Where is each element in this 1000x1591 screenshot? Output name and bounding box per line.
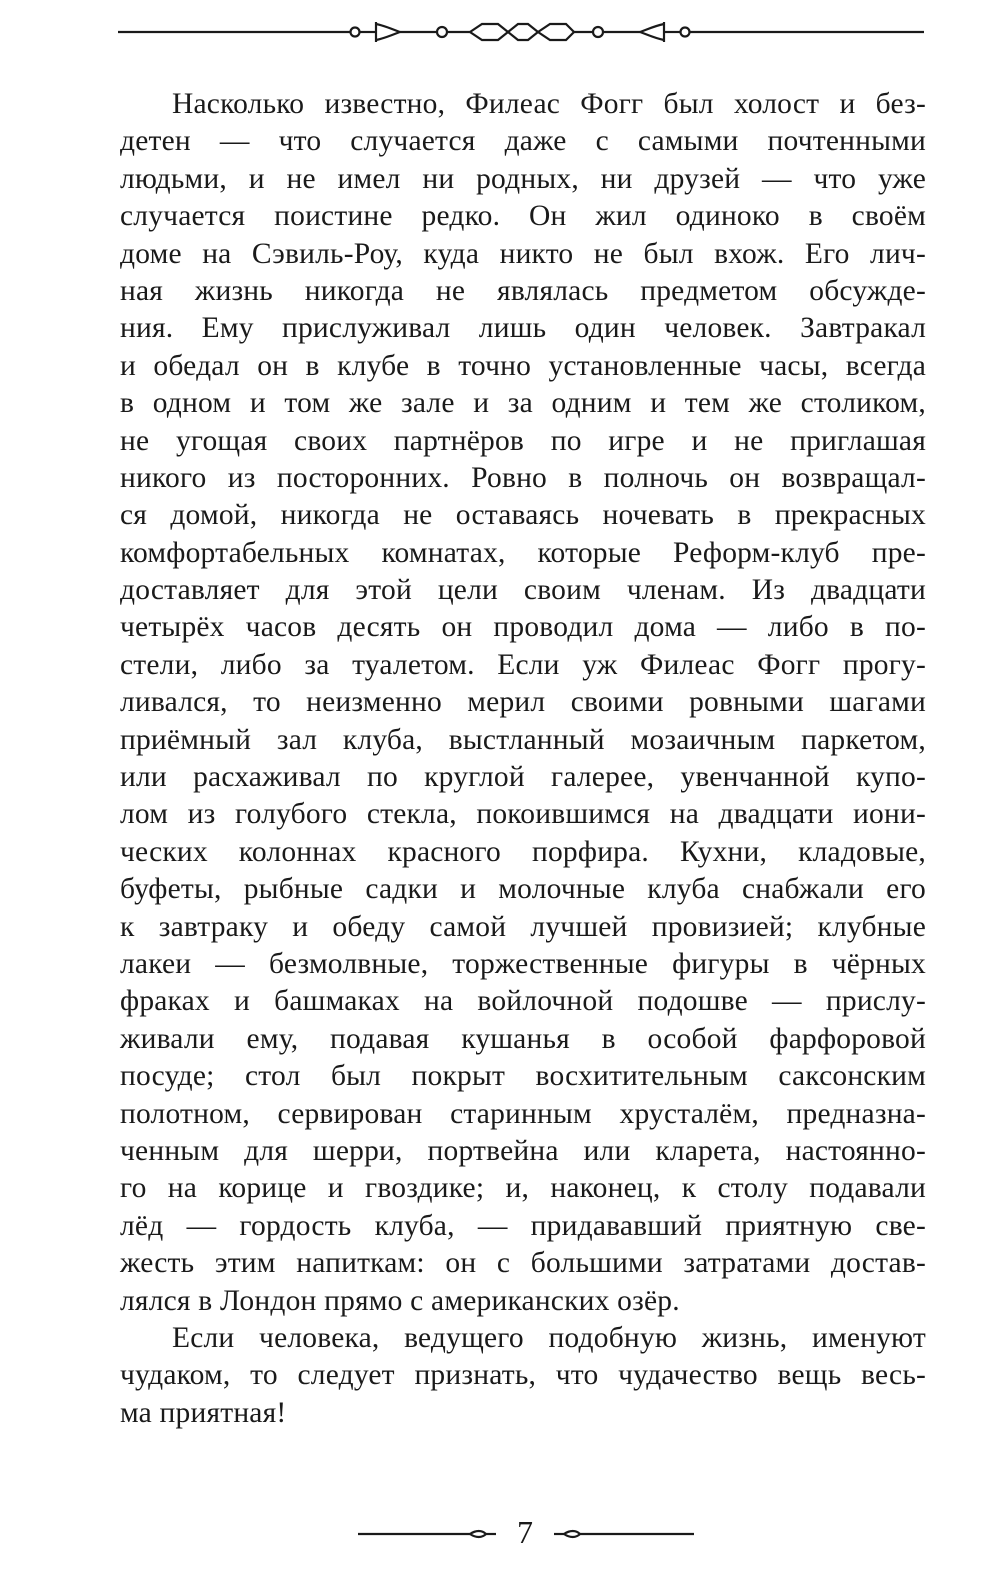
paragraph-2 [120,1320,926,1432]
text-line: фраках и башмаках на войлочной подошве — прислу- [120,985,926,1018]
text-line: или расхаживал по круглой галерее, увенчанной купо- [120,761,926,794]
text-line: ческих колоннах красного порфира. Кухни, кладовые, [120,835,926,868]
text-line: Если человека, ведущего подобную жизнь, именуют [172,1321,926,1354]
text-line: стели, либо за туалетом. Если уж Филеас Фогг прогу- [120,648,926,681]
text-line: Насколько известно, Филеас Фогг был холост и без- [172,88,926,120]
text-line: лялся в Лондон прямо с американских озёр. [120,1284,680,1317]
text-line: детен — что случается даже с самыми почтенными [120,125,926,158]
text-line: ная жизнь никогда не являлась предметом обсужде- [120,274,926,307]
text-line: посуде; стол был покрыт восхитительным саксонским [120,1060,926,1093]
text-line: ния. Ему прислуживал лишь один человек. Завтракал [120,312,926,345]
text-line: людьми, и не имел ни родных, ни друзей — что уже [120,162,926,195]
text-line: ся домой, никогда не оставаясь ночевать в прекрасных [120,499,926,532]
text-line: буфеты, рыбные садки и молочные клуба снабжали его [120,873,926,906]
paragraph-1 [120,86,926,1320]
left-flourish-icon [358,1524,498,1544]
text-line: доставляет для этой цели своим членам. Из двадцати [120,574,926,607]
text-line: чудаком, то следует признать, что чудачество вещь весь- [120,1359,926,1392]
text-line: и обедал он в клубе в точно установленные часы, всегда [120,349,926,382]
text-line: не угощая своих партнёров по игре и не приглашая [120,424,926,457]
page-footer [0,1510,1000,1560]
text-line: комфортабельных комнатах, которые Реформ-клуб пре- [120,536,926,569]
text-line: доме на Сэвиль-Роу, куда никто не был вхож. Его лич- [120,237,926,270]
text-line: четырёх часов десять он проводил дома — либо в по- [120,611,926,644]
text-line: ченным для шерри, портвейна или кларета, настоянно- [120,1134,926,1167]
text-line: го на корице и гвоздике; и, наконец, к столу подавали [120,1172,926,1205]
text-line: приёмный зал клуба, выстланный мозаичным паркетом, [120,723,926,756]
text-line: ливался, то неизменно мерил своими ровными шагами [120,686,926,719]
text-line: в одном и том же зале и за одним и тем же столиком, [120,387,926,420]
text-line: лакеи — безмолвные, торжественные фигуры в чёрных [120,947,926,980]
right-flourish-icon [552,1524,694,1544]
text-line: случается поистине редко. Он жил одиноко в своём [120,200,926,233]
text-line: жесть этим напиткам: он с большими затратами достав- [120,1247,926,1280]
main-text [120,86,926,1432]
text-line: никого из посторонних. Ровно в полночь он возвращал- [120,461,926,494]
text-line: к завтраку и обеду самой лучшей провизией; клубные [120,910,926,943]
text-line: полотном, сервирован старинным хрусталём, предназна- [120,1097,926,1130]
page-number: 7 [517,1514,533,1550]
text-line: лёд — гордость клуба, — придававший приятную све- [120,1209,926,1242]
top-flourish-divider-icon [118,14,924,50]
text-line: ма приятная! [120,1396,287,1429]
text-line: живали ему, подавая кушанья в особой фарфоровой [120,1022,926,1055]
text-line: лом из голубого стекла, покоившимся на двадцати иони- [120,798,926,831]
